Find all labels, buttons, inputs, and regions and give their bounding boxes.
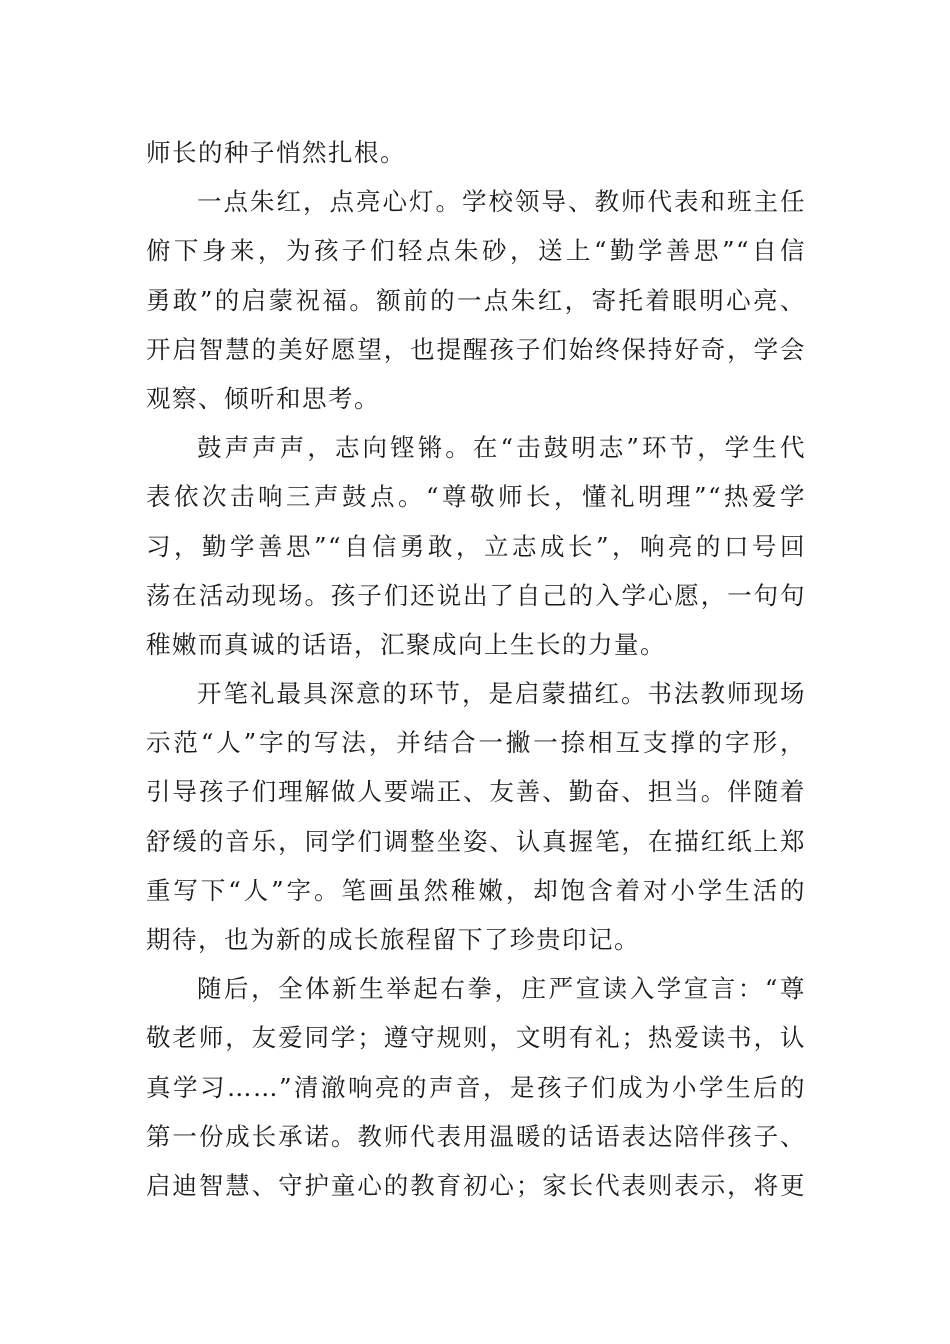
text-line: 表依次击响三声鼓点。“尊敬师长，懂礼明理”“热爱学 [146, 482, 806, 512]
text-line: 师长的种子悄然扎根。 [146, 138, 406, 167]
paragraph-first-line: 开笔礼最具深意的环节，是启蒙描红。书法教师现场 [197, 679, 806, 709]
text-line: 舒缓的音乐，同学们调整坐姿、认真握笔，在描红纸上郑 [146, 826, 806, 856]
text-line: 开启智慧的美好愿望，也提醒孩子们始终保持好奇，学会 [146, 334, 806, 364]
paragraph-first-line: 随后，全体新生举起右拳，庄严宣读入学宣言：“尊 [197, 974, 806, 1004]
text-line: 重写下“人”字。笔画虽然稚嫩，却饱含着对小学生活的 [146, 875, 806, 905]
body-text [146, 128, 806, 1210]
text-line: 荡在活动现场。孩子们还说出了自己的入学心愿，一句句 [146, 580, 806, 610]
text-line: 引导孩子们理解做人要端正、友善、勤奋、担当。伴随着 [146, 777, 806, 807]
text-line: 观察、倾听和思考。 [146, 383, 380, 413]
text-line: 启迪智慧、守护童心的教育初心；家长代表则表示，将更 [146, 1170, 806, 1200]
text-line: 勇敢”的启蒙祝福。额前的一点朱红，寄托着眼明心亮、 [146, 285, 806, 315]
paragraph-first-line: 鼓声声声，志向铿锵。在“击鼓明志”环节，学生代 [197, 433, 806, 463]
text-line: 期待，也为新的成长旅程留下了珍贵印记。 [146, 925, 640, 954]
paragraph-first-line: 一点朱红，点亮心灯。学校领导、教师代表和班主任 [197, 187, 806, 217]
text-line: 示范“人”字的写法，并结合一撇一捺相互支撑的字形， [146, 728, 806, 758]
text-line: 第一份成长承诺。教师代表用温暖的话语表达陪伴孩子、 [146, 1121, 806, 1151]
text-line: 俯下身来，为孩子们轻点朱砂，送上“勤学善思”“自信 [146, 236, 806, 266]
text-line: 敬老师，友爱同学；遵守规则，文明有礼；热爱读书，认 [146, 1023, 806, 1053]
text-line: 真学习……”清澈响亮的声音，是孩子们成为小学生后的 [146, 1072, 806, 1102]
text-line: 习，勤学善思”“自信勇敢，立志成长”，响亮的口号回 [146, 531, 806, 561]
text-line: 稚嫩而真诚的话语，汇聚成向上生长的力量。 [146, 629, 666, 659]
